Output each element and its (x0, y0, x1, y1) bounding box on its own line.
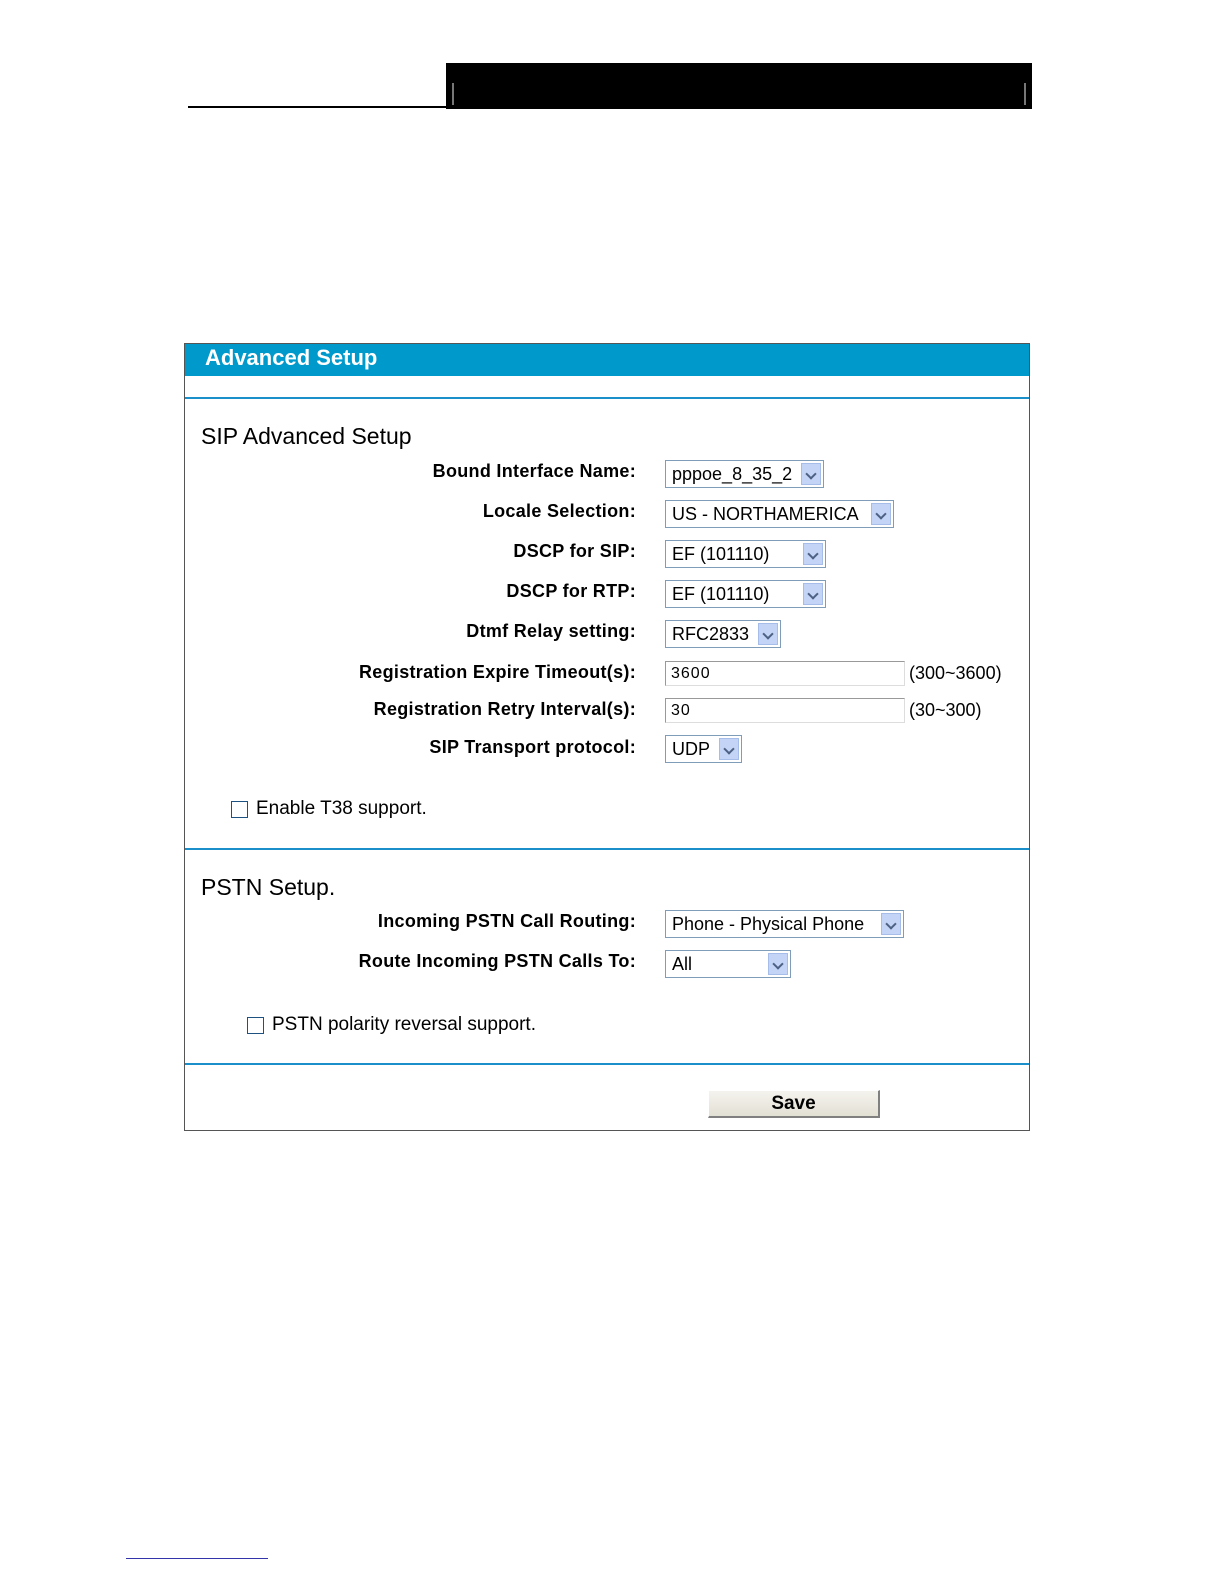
pstn-section-title: PSTN Setup. (201, 874, 336, 900)
reg-expire-input[interactable]: 3600 (665, 661, 905, 686)
call-routing-value: Phone - Physical Phone (672, 914, 865, 934)
call-routing-label: Incoming PSTN Call Routing: (377, 911, 636, 931)
header-rule (188, 106, 448, 108)
chevron-down-icon[interactable] (803, 583, 823, 605)
transport-select[interactable] (665, 735, 742, 763)
dtmf-select[interactable] (665, 620, 781, 648)
dscp-sip-select[interactable] (665, 540, 826, 568)
reg-expire-label: Registration Expire Timeout(s): (358, 662, 636, 682)
polarity-label: PSTN polarity reversal support. (272, 1014, 536, 1035)
dtmf-label: Dtmf Relay setting: (466, 621, 636, 641)
reg-expire-range: (300~3600) (909, 663, 1002, 683)
call-routing-select[interactable] (665, 910, 904, 938)
transport-value: UDP (672, 739, 711, 759)
transport-label: SIP Transport protocol: (429, 737, 636, 757)
chevron-down-icon[interactable] (768, 953, 788, 975)
dtmf-value: RFC2833 (672, 624, 750, 644)
route-to-select[interactable] (665, 950, 791, 978)
panel-title-bar (185, 344, 1029, 376)
panel-title: Advanced Setup (205, 345, 378, 370)
reg-retry-input[interactable]: 30 (665, 698, 905, 723)
chevron-down-icon[interactable] (881, 913, 901, 935)
route-to-value: All (672, 954, 693, 974)
reg-retry-range: (30~300) (909, 700, 982, 720)
save-button[interactable]: Save (708, 1090, 880, 1118)
chevron-down-icon[interactable] (803, 543, 823, 565)
dscp-rtp-value: EF (101110) (672, 584, 770, 604)
bound-interface-select[interactable] (665, 460, 824, 488)
footer-link-rule (126, 1558, 268, 1559)
chevron-down-icon[interactable] (801, 463, 821, 485)
divider (185, 1063, 1029, 1065)
advanced-setup-panel (184, 343, 1030, 1131)
locale-value: US - NORTHAMERICA (672, 504, 859, 524)
divider (185, 397, 1029, 399)
polarity-checkbox[interactable] (247, 1017, 264, 1034)
chevron-down-icon[interactable] (871, 503, 891, 525)
t38-checkbox[interactable] (231, 801, 248, 818)
dscp-rtp-label: DSCP for RTP: (506, 581, 636, 601)
dscp-rtp-select[interactable] (665, 580, 826, 608)
reg-retry-label: Registration Retry Interval(s): (373, 699, 636, 719)
chevron-down-icon[interactable] (758, 623, 778, 645)
header-bar (446, 63, 1032, 109)
chevron-down-icon[interactable] (719, 738, 739, 760)
t38-label: Enable T38 support. (256, 798, 427, 819)
dscp-sip-value: EF (101110) (672, 544, 770, 564)
dscp-sip-label: DSCP for SIP: (513, 541, 636, 561)
locale-label: Locale Selection: (482, 501, 636, 521)
route-to-label: Route Incoming PSTN Calls To: (358, 951, 636, 971)
locale-select[interactable] (665, 500, 894, 528)
bound-interface-value: pppoe_8_35_2 (672, 464, 793, 484)
bound-interface-label: Bound Interface Name: (432, 461, 636, 481)
divider (185, 848, 1029, 850)
sip-section-title: SIP Advanced Setup (201, 423, 412, 449)
